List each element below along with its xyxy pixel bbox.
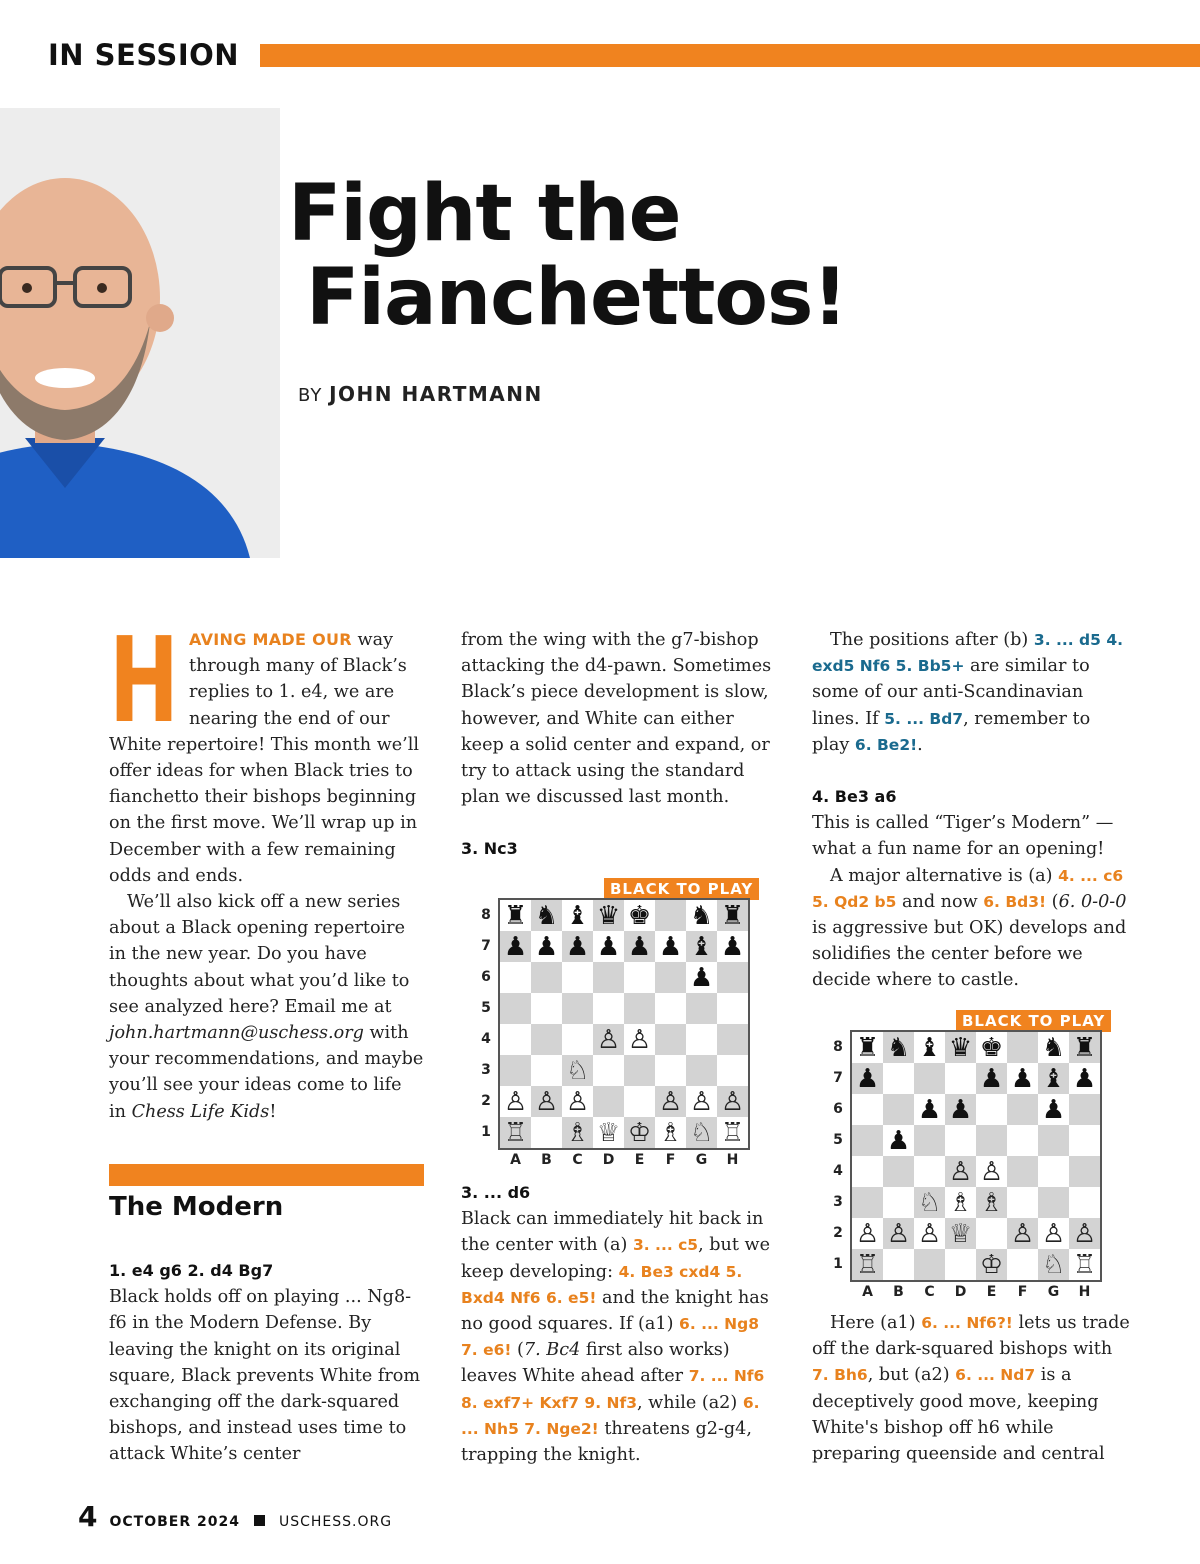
chessboard bbox=[498, 898, 750, 1150]
rank-label: 1 bbox=[481, 1124, 491, 1140]
byline bbox=[298, 382, 543, 406]
page-number: 4 bbox=[78, 1500, 98, 1533]
file-label: C bbox=[924, 1284, 935, 1300]
chess-diagram-1 bbox=[476, 878, 766, 1168]
file-label: D bbox=[602, 1152, 615, 1168]
lead-in: AVING MADE OUR bbox=[189, 630, 352, 649]
board-square-a5 bbox=[500, 993, 531, 1024]
text: is a deceptively good move, keeping White's bishop off h6 while preparing queenside and central bbox=[812, 1365, 1105, 1465]
board-square-h3 bbox=[717, 1055, 748, 1086]
board-square-f8 bbox=[1007, 1032, 1038, 1063]
board-square-b5: ♟ bbox=[883, 1125, 914, 1156]
board-square-c7 bbox=[914, 1063, 945, 1094]
board-square-g3 bbox=[686, 1055, 717, 1086]
board-square-h2: ♙ bbox=[1069, 1218, 1100, 1249]
tiger-paragraph: This is called “Tiger’s Modern” — what a fun name for an opening! bbox=[812, 813, 1114, 860]
board-square-f5 bbox=[655, 993, 686, 1024]
board-square-e7: ♟ bbox=[976, 1063, 1007, 1094]
board-square-e8: ♚ bbox=[976, 1032, 1007, 1063]
file-label: F bbox=[1017, 1284, 1028, 1300]
board-square-f5 bbox=[1007, 1125, 1038, 1156]
to-play-tag: BLACK TO PLAY bbox=[604, 878, 759, 900]
board-square-d4: ♙ bbox=[945, 1156, 976, 1187]
email-link[interactable]: john.hartmann@uschess.org bbox=[109, 1023, 364, 1044]
board-square-d8: ♛ bbox=[593, 900, 624, 931]
board-square-f2: ♙ bbox=[655, 1086, 686, 1117]
series-paragraph bbox=[109, 889, 424, 1125]
board-square-d7 bbox=[945, 1063, 976, 1094]
board-square-g5 bbox=[686, 993, 717, 1024]
board-square-b2: ♙ bbox=[531, 1086, 562, 1117]
board-square-e6 bbox=[624, 962, 655, 993]
board-square-b2: ♙ bbox=[883, 1218, 914, 1249]
text: , while (a2) bbox=[637, 1392, 743, 1413]
file-label: G bbox=[1047, 1284, 1060, 1300]
rank-label: 7 bbox=[481, 938, 491, 954]
board-square-a1: ♖ bbox=[852, 1249, 883, 1280]
board-square-h7: ♟ bbox=[717, 931, 748, 962]
board-square-e2 bbox=[976, 1218, 1007, 1249]
section-label: IN SESSION bbox=[48, 38, 240, 72]
drop-cap bbox=[109, 611, 181, 749]
title-line-1: Fight the bbox=[288, 169, 681, 259]
file-label: G bbox=[695, 1152, 708, 1168]
wing-paragraph: from the wing with the g7-bishop attacking the d4-pawn. Sometimes Black’s piece development is slow, however, and White can either keep a solid center and expand, or try to attack using the standard plan we discussed last month. bbox=[461, 630, 772, 808]
board-square-b3 bbox=[883, 1187, 914, 1218]
rank-label: 3 bbox=[833, 1194, 843, 1210]
chessboard bbox=[850, 1030, 1102, 1282]
text: is aggressive but OK) develops and solidifies the center before we decide where to castle. bbox=[812, 918, 1127, 991]
board-square-e4: ♙ bbox=[976, 1156, 1007, 1187]
board-square-a7: ♟ bbox=[852, 1063, 883, 1094]
file-label: C bbox=[572, 1152, 583, 1168]
text: , but we keep developing: bbox=[461, 1235, 771, 1282]
rank-label: 1 bbox=[833, 1256, 843, 1272]
text: . bbox=[917, 734, 923, 755]
intro-text: way through many of Black’s replies to 1. e4, we are nearing the end of our White repertoire! This month we’ll offer ideas for when Black tries to fianchetto their bishops beginning on the first move. We’ll wrap up in December with a few remaining odds and ends. bbox=[109, 630, 420, 886]
move-heading-be3: 4. Be3 a6 bbox=[812, 787, 897, 807]
column-1 bbox=[109, 611, 424, 1125]
magazine-name: Chess Life Kids bbox=[131, 1101, 270, 1122]
board-square-e8: ♚ bbox=[624, 900, 655, 931]
board-square-c3: ♘ bbox=[914, 1187, 945, 1218]
board-square-c4 bbox=[562, 1024, 593, 1055]
board-square-c1 bbox=[914, 1249, 945, 1280]
file-label: B bbox=[541, 1152, 552, 1168]
board-square-b7 bbox=[883, 1063, 914, 1094]
board-square-b4 bbox=[883, 1156, 914, 1187]
file-label: D bbox=[954, 1284, 967, 1300]
section-bar bbox=[260, 44, 1200, 67]
column-3-lower bbox=[812, 1310, 1130, 1467]
column-2-lower bbox=[461, 1180, 781, 1468]
board-square-g1: ♘ bbox=[1038, 1249, 1069, 1280]
file-label: A bbox=[862, 1284, 873, 1300]
byline-prefix: BY bbox=[298, 385, 323, 406]
board-square-e2 bbox=[624, 1086, 655, 1117]
board-square-g4 bbox=[686, 1024, 717, 1055]
board-square-e4: ♙ bbox=[624, 1024, 655, 1055]
board-square-d8: ♛ bbox=[945, 1032, 976, 1063]
board-square-g2: ♙ bbox=[1038, 1218, 1069, 1249]
column-2 bbox=[461, 627, 781, 863]
board-square-e1: ♔ bbox=[976, 1249, 1007, 1280]
chess-diagram-2 bbox=[828, 1010, 1118, 1300]
text: Here (a1) bbox=[830, 1313, 922, 1333]
title-line-2: Fianchettos! bbox=[306, 253, 848, 343]
move: 3. ... d5 4. exd5 Nf6 5. Bb5+ bbox=[812, 631, 1123, 676]
board-square-d1: ♕ bbox=[593, 1117, 624, 1148]
board-square-c6: ♟ bbox=[914, 1094, 945, 1125]
d6-paragraph bbox=[461, 1206, 781, 1468]
rank-label: 2 bbox=[481, 1093, 491, 1109]
alternative-paragraph bbox=[812, 863, 1130, 994]
board-square-h8: ♜ bbox=[1069, 1032, 1100, 1063]
board-square-g2: ♙ bbox=[686, 1086, 717, 1117]
board-square-h5 bbox=[1069, 1125, 1100, 1156]
board-square-e5 bbox=[624, 993, 655, 1024]
board-square-e1: ♔ bbox=[624, 1117, 655, 1148]
article-title bbox=[288, 169, 848, 343]
board-square-a5 bbox=[852, 1125, 883, 1156]
scandi-paragraph bbox=[812, 627, 1130, 758]
board-square-a6 bbox=[852, 1094, 883, 1125]
board-square-c7: ♟ bbox=[562, 931, 593, 962]
board-square-g7: ♝ bbox=[1038, 1063, 1069, 1094]
board-square-h6 bbox=[1069, 1094, 1100, 1125]
text: ( bbox=[1046, 891, 1059, 912]
text: ( bbox=[511, 1340, 524, 1361]
drop-cap-letter: H bbox=[109, 611, 179, 749]
board-square-f3 bbox=[1007, 1187, 1038, 1218]
board-square-e5 bbox=[976, 1125, 1007, 1156]
board-square-g5 bbox=[1038, 1125, 1069, 1156]
board-square-g3 bbox=[1038, 1187, 1069, 1218]
board-square-d1 bbox=[945, 1249, 976, 1280]
file-label: A bbox=[510, 1152, 521, 1168]
move: 6. Bd3! bbox=[983, 892, 1047, 911]
board-square-a8: ♜ bbox=[852, 1032, 883, 1063]
rank-label: 8 bbox=[833, 1039, 843, 1055]
rank-label: 8 bbox=[481, 907, 491, 923]
board-square-b8: ♞ bbox=[883, 1032, 914, 1063]
rank-label: 2 bbox=[833, 1225, 843, 1241]
move: 4. ... c6 5. Qd2 b5 bbox=[812, 866, 1124, 911]
board-square-c5 bbox=[914, 1125, 945, 1156]
board-square-f8 bbox=[655, 900, 686, 931]
board-square-g6: ♟ bbox=[686, 962, 717, 993]
to-play-tag: BLACK TO PLAY bbox=[956, 1010, 1111, 1032]
board-square-b4 bbox=[531, 1024, 562, 1055]
board-square-b7: ♟ bbox=[531, 931, 562, 962]
board-square-a2: ♙ bbox=[500, 1086, 531, 1117]
issue-date: OCTOBER 2024 bbox=[109, 1514, 240, 1530]
file-label: E bbox=[986, 1284, 997, 1300]
series-text-2: with your recommendations, and maybe you’ll see your ideas come to life in bbox=[109, 1023, 424, 1122]
board-square-g6: ♟ bbox=[1038, 1094, 1069, 1125]
board-square-g1: ♘ bbox=[686, 1117, 717, 1148]
rank-label: 7 bbox=[833, 1070, 843, 1086]
board-square-a4 bbox=[852, 1156, 883, 1187]
subhead-bar bbox=[109, 1164, 424, 1186]
board-square-d5 bbox=[593, 993, 624, 1024]
board-square-d5 bbox=[945, 1125, 976, 1156]
board-square-d3 bbox=[593, 1055, 624, 1086]
board-square-h7: ♟ bbox=[1069, 1063, 1100, 1094]
text: , but (a2) bbox=[867, 1365, 956, 1386]
board-square-b1 bbox=[883, 1249, 914, 1280]
move: 6. Be2! bbox=[854, 735, 918, 754]
board-square-f1 bbox=[1007, 1249, 1038, 1280]
move: 7. ... Nf6 8. exf7+ Kxf7 9. Nf3 bbox=[461, 1367, 765, 1412]
rank-label: 5 bbox=[481, 1000, 491, 1016]
move: 7. Bh6 bbox=[812, 1366, 868, 1385]
board-square-c6 bbox=[562, 962, 593, 993]
board-square-c1: ♗ bbox=[562, 1117, 593, 1148]
board-square-f7: ♟ bbox=[655, 931, 686, 962]
board-square-b5 bbox=[531, 993, 562, 1024]
board-square-a1: ♖ bbox=[500, 1117, 531, 1148]
column-1-lower bbox=[109, 1258, 424, 1468]
text: The positions after (b) bbox=[830, 630, 1034, 650]
move: 6. ... Ng8 7. e6! bbox=[461, 1315, 760, 1360]
board-square-c2: ♙ bbox=[562, 1086, 593, 1117]
text: , remember to play bbox=[812, 708, 1091, 755]
text: are similar to some of our anti-Scandinavian lines. If bbox=[812, 656, 1090, 729]
board-square-f3 bbox=[655, 1055, 686, 1086]
board-square-a7: ♟ bbox=[500, 931, 531, 962]
series-text-1: We’ll also kick off a new series about a Black opening repertoire in the new year. Do you have thoughts about what you’d like to see analyzed here? Email me at bbox=[109, 892, 410, 1017]
board-square-h3 bbox=[1069, 1187, 1100, 1218]
board-square-h1: ♖ bbox=[717, 1117, 748, 1148]
board-square-c5 bbox=[562, 993, 593, 1024]
text: A major alternative is (a) bbox=[830, 865, 1059, 886]
board-square-e3 bbox=[624, 1055, 655, 1086]
rank-label: 4 bbox=[481, 1031, 491, 1047]
board-square-h2: ♙ bbox=[717, 1086, 748, 1117]
board-square-h8: ♜ bbox=[717, 900, 748, 931]
text: first also works) leaves White ahead after bbox=[461, 1340, 730, 1387]
rank-label: 5 bbox=[833, 1132, 843, 1148]
move: 6. ... Nf6?! bbox=[921, 1314, 1013, 1332]
board-square-h4 bbox=[1069, 1156, 1100, 1187]
board-square-h4 bbox=[717, 1024, 748, 1055]
board-square-e7: ♟ bbox=[624, 931, 655, 962]
author-name: JOHN HARTMANN bbox=[329, 382, 543, 406]
board-square-e6 bbox=[976, 1094, 1007, 1125]
move-heading-nc3: 3. Nc3 bbox=[461, 839, 518, 859]
board-square-d7: ♟ bbox=[593, 931, 624, 962]
column-3 bbox=[812, 627, 1130, 994]
rank-label: 3 bbox=[481, 1062, 491, 1078]
board-square-g4 bbox=[1038, 1156, 1069, 1187]
rank-label: 4 bbox=[833, 1163, 843, 1179]
board-square-d4: ♙ bbox=[593, 1024, 624, 1055]
board-square-c4 bbox=[914, 1156, 945, 1187]
series-text-3: ! bbox=[269, 1101, 277, 1122]
board-square-h6 bbox=[717, 962, 748, 993]
move-heading-d6: 3. ... d6 bbox=[461, 1183, 531, 1202]
board-square-f6 bbox=[655, 962, 686, 993]
author-photo bbox=[0, 108, 280, 558]
nd7-paragraph bbox=[812, 1310, 1130, 1467]
move: 3. ... c5 bbox=[632, 1236, 699, 1255]
board-square-g7: ♝ bbox=[686, 931, 717, 962]
board-square-f1: ♗ bbox=[655, 1117, 686, 1148]
board-square-b8: ♞ bbox=[531, 900, 562, 931]
board-square-g8: ♞ bbox=[686, 900, 717, 931]
board-square-d3: ♗ bbox=[945, 1187, 976, 1218]
board-square-a8: ♜ bbox=[500, 900, 531, 931]
file-label: B bbox=[893, 1284, 904, 1300]
board-square-a3 bbox=[852, 1187, 883, 1218]
rank-label: 6 bbox=[833, 1101, 843, 1117]
board-square-d6 bbox=[593, 962, 624, 993]
page-footer bbox=[78, 1500, 392, 1533]
text: and now bbox=[896, 891, 984, 912]
board-square-c2: ♙ bbox=[914, 1218, 945, 1249]
board-square-d2: ♕ bbox=[945, 1218, 976, 1249]
board-square-f4 bbox=[1007, 1156, 1038, 1187]
board-square-h5 bbox=[717, 993, 748, 1024]
move: 6. ... Nh5 7. Nge2! bbox=[461, 1393, 760, 1438]
board-square-a2: ♙ bbox=[852, 1218, 883, 1249]
board-square-c3: ♘ bbox=[562, 1055, 593, 1086]
board-square-f2: ♙ bbox=[1007, 1218, 1038, 1249]
file-label: E bbox=[634, 1152, 645, 1168]
text: lets us trade off the dark-squared bishops with bbox=[812, 1313, 1130, 1360]
rank-label: 6 bbox=[481, 969, 491, 985]
board-square-b6 bbox=[531, 962, 562, 993]
board-square-f7: ♟ bbox=[1007, 1063, 1038, 1094]
board-square-g8: ♞ bbox=[1038, 1032, 1069, 1063]
file-label: H bbox=[726, 1152, 739, 1168]
text: and the knight has no good squares. If (a1) bbox=[461, 1287, 769, 1335]
move: 5. ... Bd7 bbox=[884, 709, 964, 728]
site-url[interactable]: USCHESS.ORG bbox=[278, 1514, 393, 1530]
move: 4. Be3 cxd4 5. Bxd4 Nf6 6. e5! bbox=[461, 1262, 743, 1307]
board-square-c8: ♝ bbox=[914, 1032, 945, 1063]
board-square-f6 bbox=[1007, 1094, 1038, 1125]
board-square-c8: ♝ bbox=[562, 900, 593, 931]
file-label: F bbox=[665, 1152, 676, 1168]
board-square-d2 bbox=[593, 1086, 624, 1117]
file-label: H bbox=[1078, 1284, 1091, 1300]
board-square-h1: ♖ bbox=[1069, 1249, 1100, 1280]
intro-paragraph bbox=[109, 611, 424, 889]
italic-move: 6. 0-0-0 bbox=[1058, 891, 1127, 912]
modern-paragraph: Black holds off on playing ... Ng8-f6 in the Modern Defense. By leaving the knight on its original square, Black prevents White from exchanging off the dark-squared bishops, and instead uses time to attack White’s center bbox=[109, 1287, 421, 1465]
subhead-the-modern: The Modern bbox=[109, 1192, 284, 1222]
text: Black can immediately hit back in the center with (a) bbox=[461, 1209, 764, 1256]
move-heading: 1. e4 g6 2. d4 Bg7 bbox=[109, 1261, 274, 1280]
move: 6. ... Nd7 bbox=[955, 1366, 1036, 1385]
board-square-a3 bbox=[500, 1055, 531, 1086]
board-square-b1 bbox=[531, 1117, 562, 1148]
board-square-a4 bbox=[500, 1024, 531, 1055]
board-square-f4 bbox=[655, 1024, 686, 1055]
board-square-b3 bbox=[531, 1055, 562, 1086]
italic-move: 7. Bc4 bbox=[523, 1340, 581, 1361]
board-square-b6 bbox=[883, 1094, 914, 1125]
square-separator-icon bbox=[254, 1515, 265, 1526]
board-square-e3: ♗ bbox=[976, 1187, 1007, 1218]
board-square-a6 bbox=[500, 962, 531, 993]
text: threatens g2-g4, trapping the knight. bbox=[461, 1418, 752, 1466]
board-square-d6: ♟ bbox=[945, 1094, 976, 1125]
